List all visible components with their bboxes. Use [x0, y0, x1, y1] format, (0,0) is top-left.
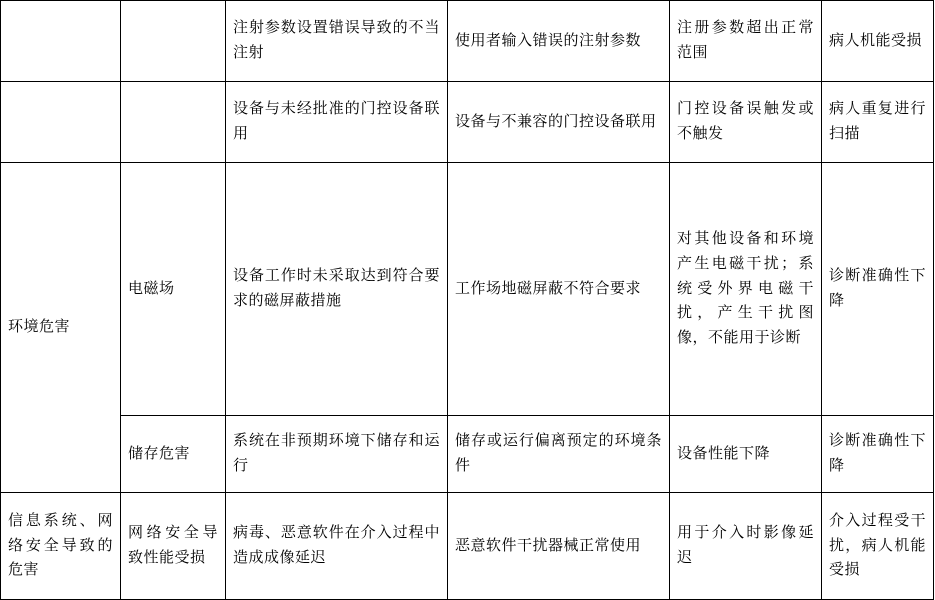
cell-cause: 设备与未经批准的门控设备联用 — [226, 82, 448, 163]
table-row — [1, 163, 934, 416]
cell-sub-hazard — [121, 1, 226, 82]
cell-harm: 病人机能受损 — [822, 1, 934, 82]
cell-event: 恶意软件干扰器械正常使用 — [448, 493, 670, 600]
cell-hazard: 信息系统、网络安全导致的危害 — [1, 493, 121, 600]
table-row — [1, 493, 934, 600]
table-row — [1, 1, 934, 82]
cell-event: 使用者输入错误的注射参数 — [448, 1, 670, 82]
cell-situation: 设备性能下降 — [670, 416, 822, 493]
table-row — [1, 82, 934, 163]
cell-hazard — [1, 82, 121, 163]
cell-event: 设备与不兼容的门控设备联用 — [448, 82, 670, 163]
cell-sub-hazard: 储存危害 — [121, 416, 226, 493]
cell-sub-hazard — [121, 82, 226, 163]
cell-sub-hazard: 网络安全导致性能受损 — [121, 493, 226, 600]
cell-cause: 设备工作时未采取达到符合要求的磁屏蔽措施 — [226, 163, 448, 416]
cell-hazard: 环境危害 — [1, 163, 121, 493]
cell-cause: 系统在非预期环境下储存和运行 — [226, 416, 448, 493]
cell-situation: 用于介入时影像延迟 — [670, 493, 822, 600]
cell-situation: 门控设备误触发或不触发 — [670, 82, 822, 163]
cell-hazard — [1, 1, 121, 82]
cell-cause: 病毒、恶意软件在介入过程中造成成像延迟 — [226, 493, 448, 600]
cell-event: 储存或运行偏离预定的环境条件 — [448, 416, 670, 493]
cell-event: 工作场地磁屏蔽不符合要求 — [448, 163, 670, 416]
cell-situation: 注册参数超出正常范围 — [670, 1, 822, 82]
cell-sub-hazard: 电磁场 — [121, 163, 226, 416]
table-row — [1, 416, 934, 493]
cell-cause: 注射参数设置错误导致的不当注射 — [226, 1, 448, 82]
cell-harm: 诊断准确性下降 — [822, 416, 934, 493]
cell-situation: 对其他设备和环境产生电磁干扰；系统受外界电磁干扰，产生干扰图像，不能用于诊断 — [670, 163, 822, 416]
cell-harm: 诊断准确性下降 — [822, 163, 934, 416]
cell-harm: 介入过程受干扰，病人机能受损 — [822, 493, 934, 600]
cell-harm: 病人重复进行扫描 — [822, 82, 934, 163]
